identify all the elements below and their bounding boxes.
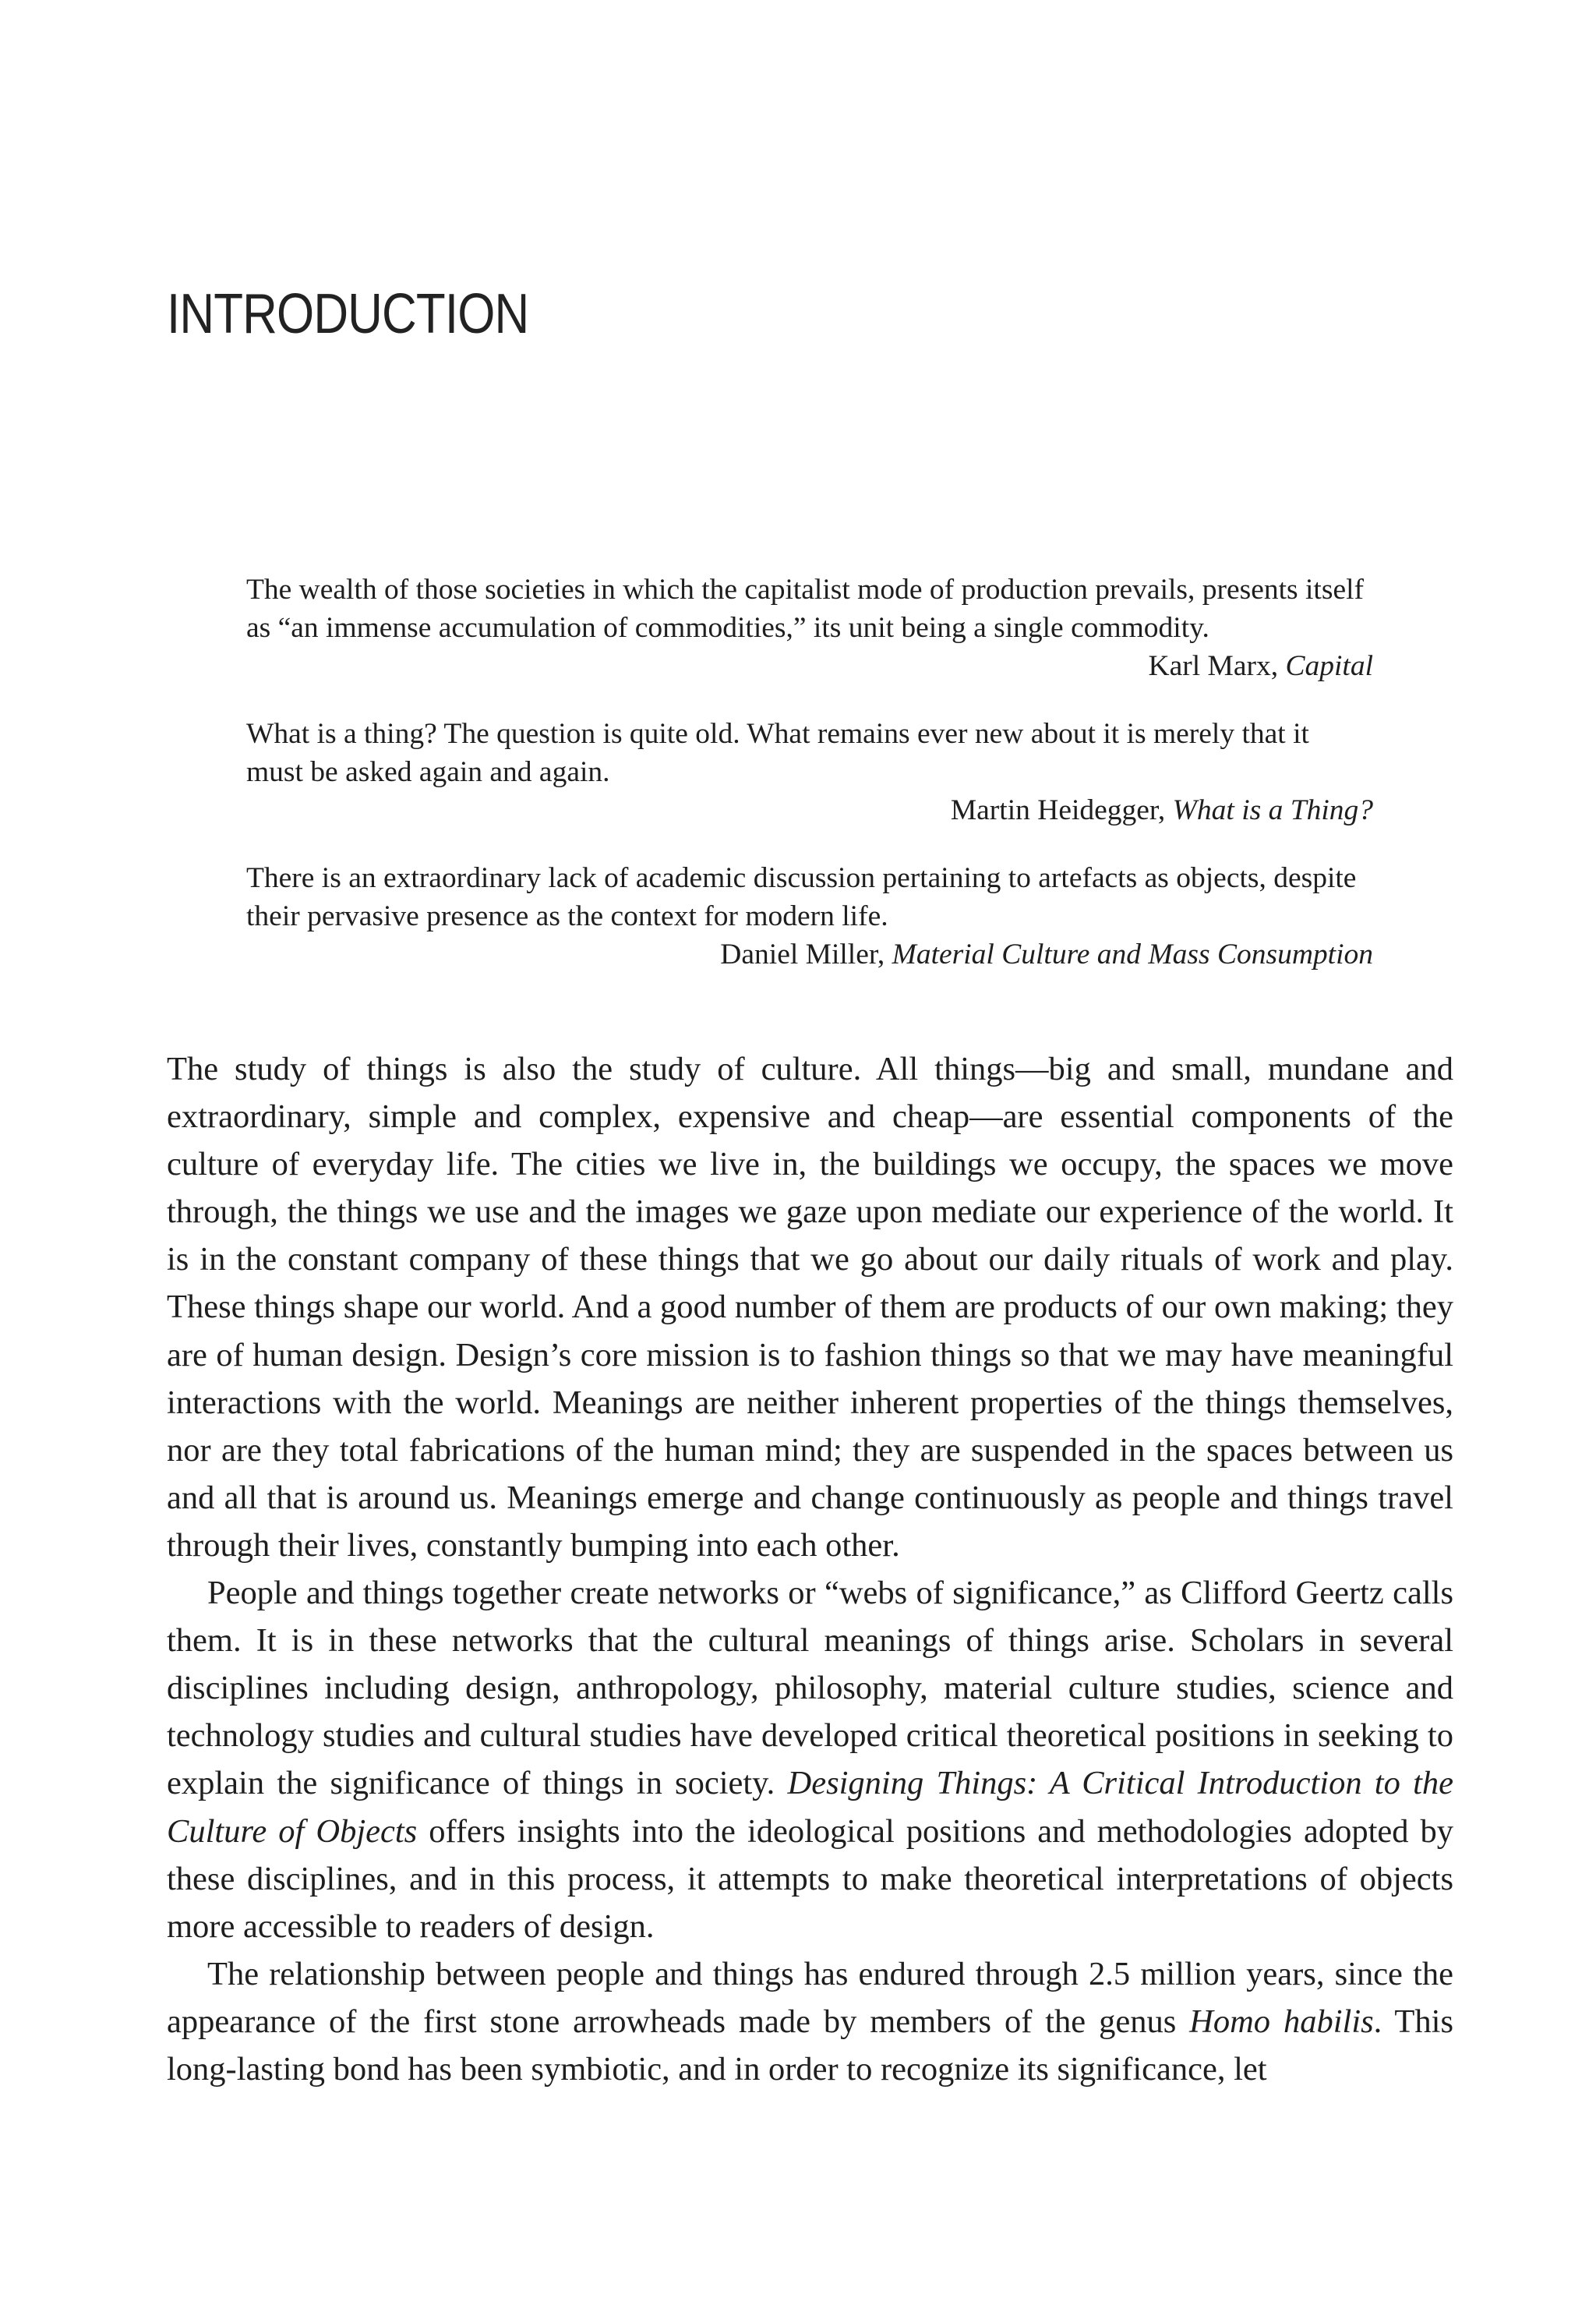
paragraph-3-text-b: . This long-lasting bond has been symbiotic, and in order to recognize its significance, let <box>167 2003 1453 2088</box>
body-text <box>167 1045 1453 2093</box>
epigraphs <box>246 571 1373 1003</box>
epigraph-text: There is an extraordinary lack of academic discussion pertaining to artefacts as objects, despite their pervasive presence as the context for modern life. <box>246 862 1357 932</box>
epigraph-attribution <box>246 935 1373 974</box>
epigraph-work: Material Culture and Mass Consumption <box>892 939 1373 970</box>
genus-name: Homo habilis <box>1189 2003 1374 2040</box>
paragraph-2 <box>167 1569 1453 1950</box>
epigraph-marx <box>246 571 1373 685</box>
epigraph-miller <box>246 859 1373 974</box>
epigraph-author: Karl Marx, <box>1148 650 1286 682</box>
paragraph-2-text-a: People and things together create networks or “webs of significance,” as Clifford Geertz calls them. It is in these networks that the cultural meanings of things arise. Scholars in several disciplines including design, anthropology, philosophy, material culture studies, science and technology studies and cultural studies have developed critical theoretical positions in seeking to explain the significance of things in society. <box>167 1575 1453 1802</box>
epigraph-work: What is a Thing? <box>1172 794 1373 826</box>
epigraph-author: Martin Heidegger, <box>950 794 1173 826</box>
paragraph-3 <box>167 1950 1453 2093</box>
paragraph-2-text-b: offers insights into the ideological positions and methodologies adopted by these disciplines, and in this process, it attempts to make theoretical interpretations of objects more accessible to readers of design. <box>167 1812 1454 1945</box>
paragraph-3-text-a: The relationship between people and things has endured through 2.5 million years, since the appearance of the first stone arrowheads made by members of the genus <box>167 1955 1453 2040</box>
epigraph-text: What is a thing? The question is quite old. What remains ever new about it is merely that it must be asked again and again. <box>246 718 1309 788</box>
book-title: Designing Things: A Critical Introduction to the Culture of Objects <box>167 1765 1453 1850</box>
chapter-title: INTRODUCTION <box>167 283 529 345</box>
epigraph-author: Daniel Miller, <box>720 939 892 970</box>
epigraph-work: Capital <box>1285 650 1373 682</box>
epigraph-attribution <box>246 791 1373 829</box>
paragraph-1: The study of things is also the study of culture. All things—big and small, mundane and extraordinary, simple and complex, expensive and cheap—are essential components of the culture of everyday life. The cities we live in, the buildings we occupy, the spaces we move through, the things we use and the images we gaze upon mediate our experience of the world. It is in the constant company of these things that we go about our daily rituals of work and play. These things shape our world. And a good number of them are products of our own making; they are of human design. Design’s core mission is to fashion things so that we may have meaningful interactions with the world. Meanings are neither inherent properties of the things themselves, nor are they total fabrications of the human mind; they are suspended in the spaces between us and all that is around us. Meanings emerge and change continuously as people and things travel through their lives, constantly bumping into each other. <box>167 1051 1453 1564</box>
epigraph-attribution <box>246 647 1373 685</box>
epigraph-heidegger <box>246 715 1373 829</box>
epigraph-text: The wealth of those societies in which the capitalist mode of production prevails, presents itself as “an immense accumulation of commodities,” its unit being a single commodity. <box>246 574 1364 644</box>
